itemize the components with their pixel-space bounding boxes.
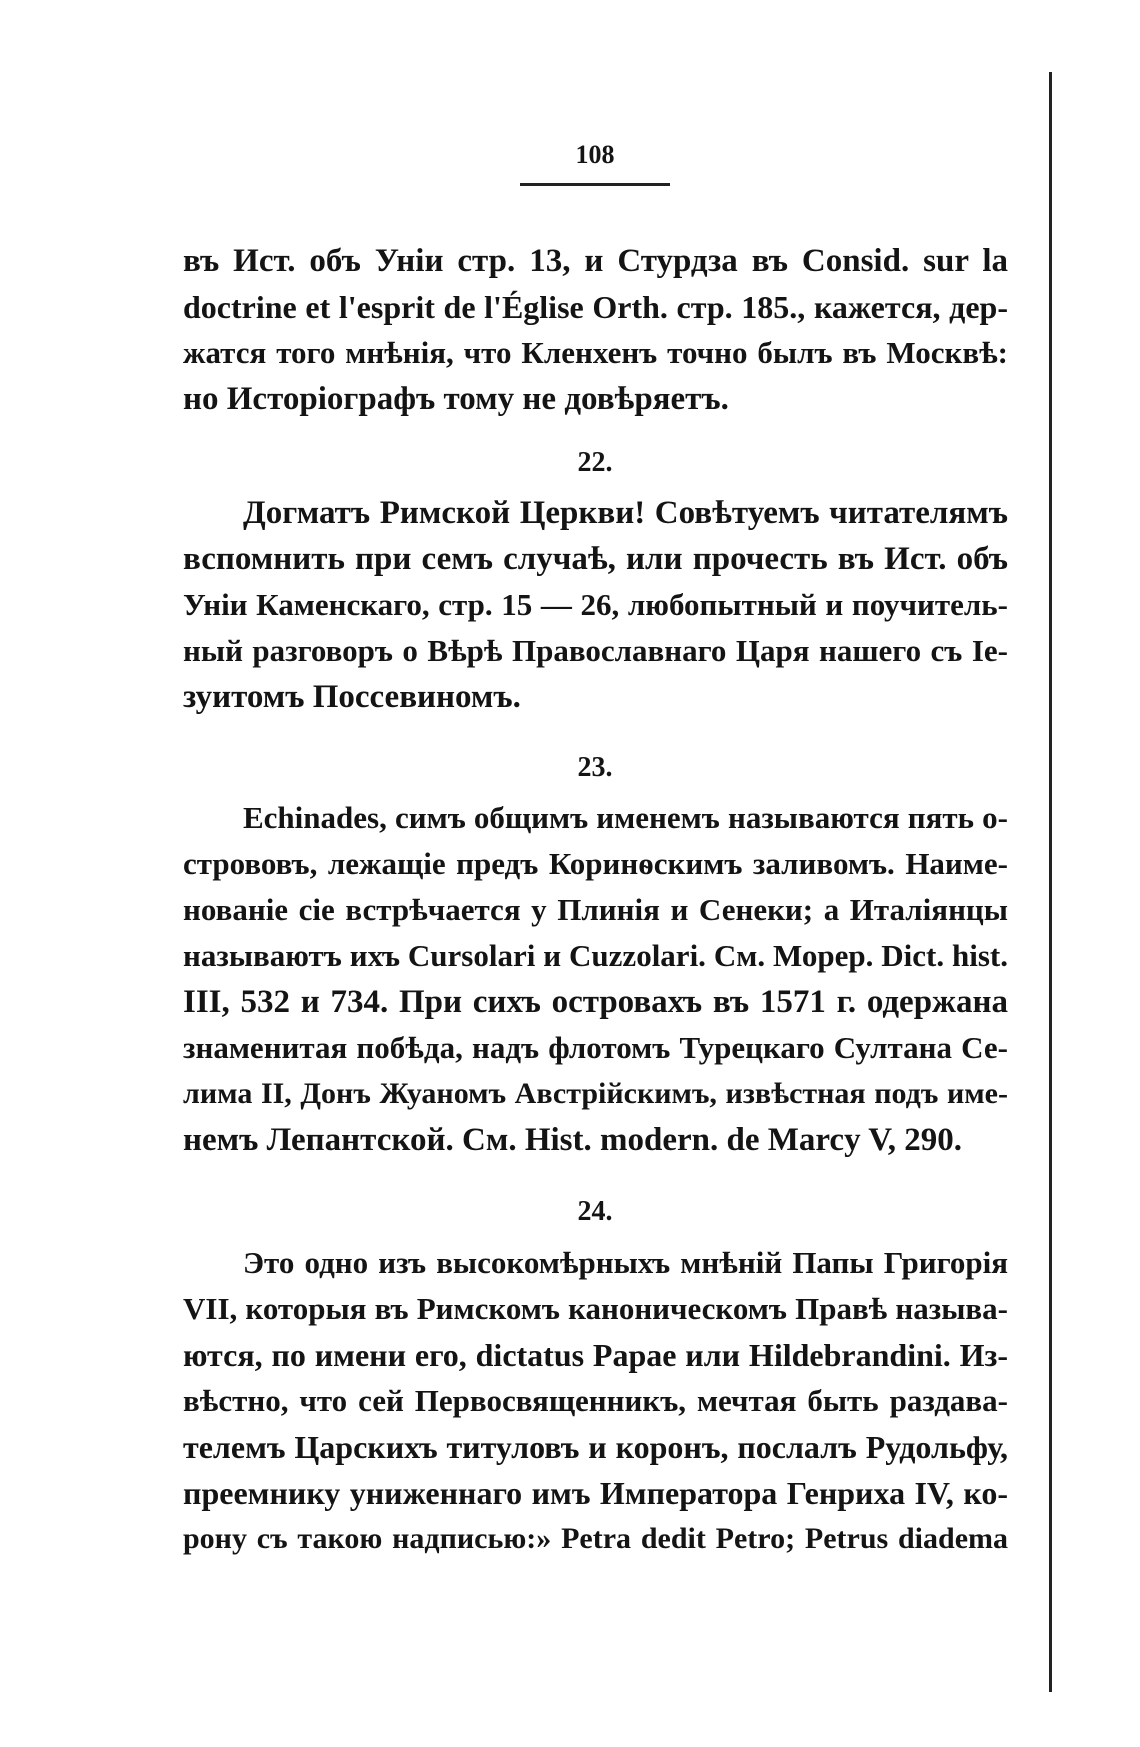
text-line: ются, по имени его, dictatus Papae или Hildebrandini. Из- (183, 1337, 1008, 1373)
note-24-paragraph (183, 1240, 1008, 1562)
text-line: Echinades, симъ общимъ именемъ называются пять о- (243, 800, 1008, 835)
text-line: лима II, Донъ Жуаномъ Австрійскимъ, извѣстная подъ име- (183, 1077, 1008, 1110)
text-line: вѣстно, что сей Первосвященникъ, мечтая быть раздава- (183, 1383, 1008, 1418)
text-line: нованіе сіе встрѣчается у Плинія и Сенеки; а Италіянцы (183, 892, 1008, 927)
text-line: Догматъ Римской Церкви! Совѣтуемъ читателямъ (243, 495, 1008, 531)
page-number: 108 (575, 140, 615, 169)
text-line: немъ Лепантской. См. Hist. modern. de Marcy V, 290. (183, 1122, 963, 1158)
text-line: въ Ист. объ Уніи стр. 13, и Стурдза въ Consid. sur la (183, 243, 1008, 279)
text-line: стрововъ, лежащіе предъ Коринѳскимъ заливомъ. Наиме- (183, 846, 1008, 881)
note-22-paragraph (183, 490, 1008, 720)
text-line: знаменитая побѣда, надъ флотомъ Турецкаго Султана Се- (183, 1030, 1008, 1065)
text-line: Уніи Каменскаго, стр. 15 — 26, любопытный и поучитель- (183, 587, 1008, 622)
text-line: Это одно изъ высокомѣрныхъ мнѣній Папы Григорія (243, 1245, 1008, 1280)
text-line: но Исторіографъ тому не довѣряетъ. (183, 381, 729, 417)
text-line: вспомнить при семъ случаѣ, или прочесть въ Ист. объ (183, 541, 1008, 577)
page-number-rule (520, 183, 670, 186)
text-line: VII, которыя въ Римскомъ каноническомъ Правѣ называ- (183, 1291, 1008, 1326)
note-heading-24: 24. (577, 1196, 613, 1227)
text-line: III, 532 и 734. При сихъ островахъ въ 1571 г. одержана (183, 984, 1008, 1020)
page-edge-line (1049, 72, 1052, 1692)
note-23-paragraph (183, 795, 1008, 1163)
continued-paragraph (183, 238, 1008, 422)
text-line: жатся того мнѣнія, что Кленхенъ точно былъ въ Москвѣ: (183, 335, 1008, 370)
text-line: телемъ Царскихъ титуловъ и коронъ, послалъ Рудольфу, (183, 1429, 1008, 1465)
note-heading-22: 22. (577, 447, 613, 478)
text-line: doctrine et l'esprit de l'Église Orth. стр. 185., кажется, дер- (183, 289, 1008, 325)
text-line: называютъ ихъ Cursolari и Cuzzolari. См. Морер. Dict. hist. (183, 938, 1008, 973)
text-line: зуитомъ Поссевиномъ. (183, 679, 521, 715)
text-line: преемнику униженнаго имъ Императора Генриха IV, ко- (183, 1475, 1008, 1511)
note-heading-23: 23. (577, 752, 613, 783)
text-line: ный разговоръ о Вѣрѣ Православнаго Царя нашего съ Ie- (183, 633, 1008, 668)
text-line: рону съ такою надписью:» Petra dedit Petro; Petrus diadema (183, 1522, 1008, 1555)
